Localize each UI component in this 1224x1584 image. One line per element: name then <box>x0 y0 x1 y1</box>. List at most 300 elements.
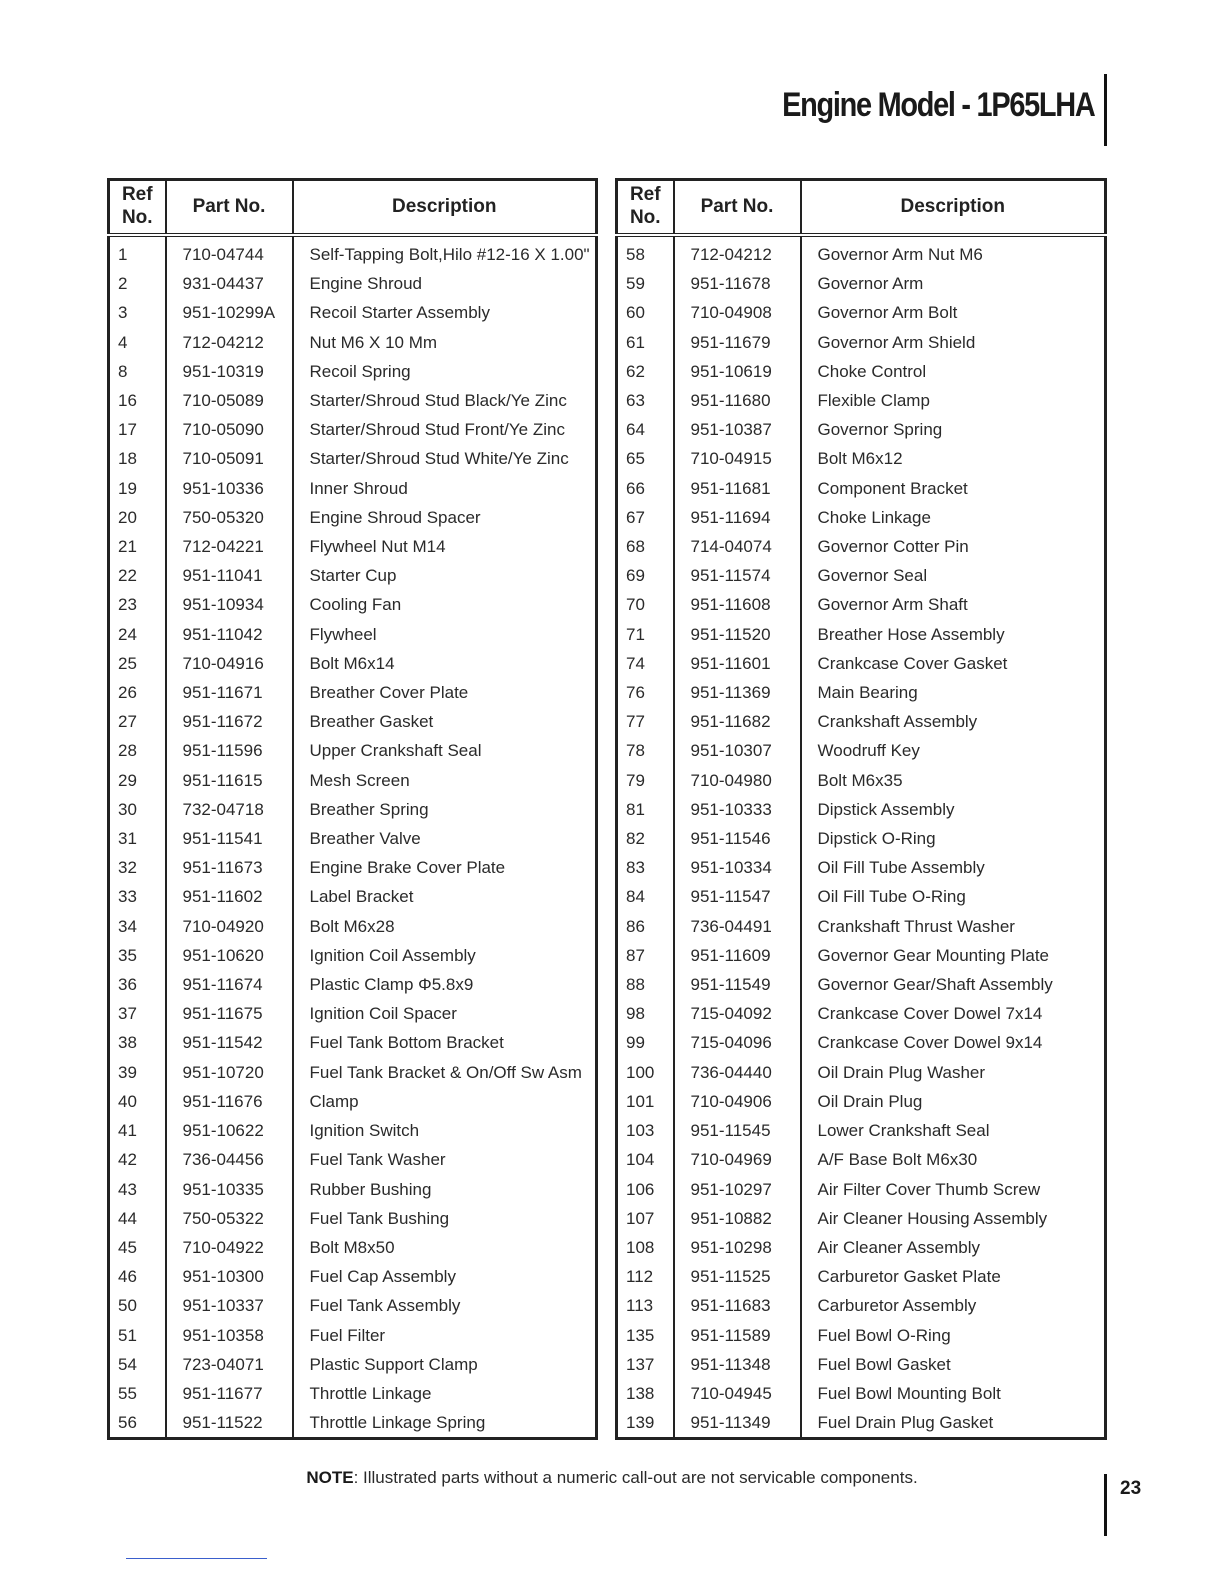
part-no-cell: 951-10934 <box>166 590 293 619</box>
part-no-cell: 951-11671 <box>166 678 293 707</box>
part-no-cell: 951-10334 <box>674 853 801 882</box>
description-cell: Starter/Shroud Stud White/Ye Zinc <box>309 449 569 469</box>
table-row <box>617 1175 1106 1204</box>
table-row <box>617 235 1106 269</box>
part-no-cell: 710-04916 <box>166 649 293 678</box>
part-no-cell: 951-11682 <box>674 707 801 736</box>
part-no-cell: 750-05320 <box>166 503 293 532</box>
table-row <box>109 707 597 736</box>
table-row <box>109 1204 597 1233</box>
ref-no-cell: 66 <box>617 474 674 503</box>
table-row <box>617 824 1106 853</box>
ref-no-cell: 39 <box>109 1058 166 1087</box>
description-cell: Carburetor Gasket Plate <box>817 1267 1001 1287</box>
part-no-cell: 951-11677 <box>166 1379 293 1408</box>
table-row <box>109 269 597 298</box>
part-no-cell: 951-11601 <box>674 649 801 678</box>
table-row <box>617 1262 1106 1291</box>
description-cell: Label Bracket <box>309 887 414 907</box>
description-cell: Breather Spring <box>309 799 429 819</box>
description-cell: Governor Gear/Shaft Assembly <box>817 975 1053 995</box>
table-row <box>109 620 597 649</box>
ref-no-cell: 1 <box>109 235 166 269</box>
table-row <box>109 795 597 824</box>
note-text: : Illustrated parts without a numeric call-out are not servicable components. <box>353 1468 918 1487</box>
header-part-no: Part No. <box>166 180 293 236</box>
description-cell: Fuel Tank Bushing <box>309 1208 450 1228</box>
part-no-cell: 951-11596 <box>166 736 293 765</box>
table-row <box>617 269 1106 298</box>
ref-no-cell: 68 <box>617 532 674 561</box>
ref-no-cell: 29 <box>109 766 166 795</box>
table-row <box>109 590 597 619</box>
table-row <box>109 1379 597 1408</box>
ref-no-cell: 83 <box>617 853 674 882</box>
part-no-cell: 715-04096 <box>674 1028 801 1057</box>
ref-no-cell: 61 <box>617 328 674 357</box>
table-row <box>617 298 1106 327</box>
description-cell: Engine Shroud <box>309 274 422 294</box>
description-cell: Engine Shroud Spacer <box>309 507 481 527</box>
description-cell: Woodruff Key <box>817 741 920 761</box>
description-cell: Flexible Clamp <box>817 391 930 411</box>
description-cell: Air Cleaner Housing Assembly <box>817 1208 1048 1228</box>
ref-no-cell: 55 <box>109 1379 166 1408</box>
description-cell: Fuel Bowl Gasket <box>817 1354 951 1374</box>
ref-no-cell: 42 <box>109 1145 166 1174</box>
description-cell: Flywheel Nut M14 <box>309 537 446 557</box>
description-cell: Fuel Tank Bracket & On/Off Sw Asm <box>309 1062 582 1082</box>
part-no-cell: 951-11602 <box>166 882 293 911</box>
part-no-cell: 951-11042 <box>166 620 293 649</box>
ref-no-cell: 60 <box>617 298 674 327</box>
description-cell: Fuel Tank Assembly <box>309 1296 461 1316</box>
ref-no-cell: 43 <box>109 1175 166 1204</box>
part-no-cell: 951-11589 <box>674 1321 801 1350</box>
ref-no-cell: 112 <box>617 1262 674 1291</box>
table-row <box>617 912 1106 941</box>
part-no-cell: 951-11679 <box>674 328 801 357</box>
ref-no-cell: 101 <box>617 1087 674 1116</box>
description-cell: Governor Arm Nut M6 <box>817 245 983 264</box>
ref-no-cell: 88 <box>617 970 674 999</box>
part-no-cell: 951-10297 <box>674 1175 801 1204</box>
part-no-cell: 750-05322 <box>166 1204 293 1233</box>
part-no-cell: 951-10298 <box>674 1233 801 1262</box>
part-no-cell: 715-04092 <box>674 999 801 1028</box>
description-cell: Carburetor Assembly <box>817 1296 977 1316</box>
description-cell: Main Bearing <box>817 683 918 703</box>
part-no-cell: 951-11545 <box>674 1116 801 1145</box>
table-row <box>109 1350 597 1379</box>
ref-no-cell: 86 <box>617 912 674 941</box>
description-cell: Oil Fill Tube O-Ring <box>817 887 966 907</box>
part-no-cell: 723-04071 <box>166 1350 293 1379</box>
table-row <box>109 882 597 911</box>
description-cell: Component Bracket <box>817 478 968 498</box>
table-row <box>617 736 1106 765</box>
table-row <box>617 1321 1106 1350</box>
ref-no-cell: 76 <box>617 678 674 707</box>
table-row <box>109 235 597 269</box>
part-no-cell: 710-04980 <box>674 766 801 795</box>
ref-no-cell: 50 <box>109 1291 166 1320</box>
description-cell: Starter/Shroud Stud Front/Ye Zinc <box>309 420 565 440</box>
ref-no-cell: 28 <box>109 736 166 765</box>
description-cell: Governor Spring <box>817 420 943 440</box>
part-no-cell: 951-11574 <box>674 561 801 590</box>
ref-no-cell: 44 <box>109 1204 166 1233</box>
part-no-cell: 951-11608 <box>674 590 801 619</box>
part-no-cell: 951-11520 <box>674 620 801 649</box>
ref-no-cell: 74 <box>617 649 674 678</box>
ref-no-cell: 113 <box>617 1291 674 1320</box>
description-cell: Governor Seal <box>817 566 928 586</box>
description-cell: Air Filter Cover Thumb Screw <box>817 1179 1041 1199</box>
ref-no-cell: 77 <box>617 707 674 736</box>
table-row <box>617 444 1106 473</box>
table-row <box>109 415 597 444</box>
ref-no-cell: 56 <box>109 1408 166 1439</box>
table-row <box>109 1028 597 1057</box>
part-no-cell: 951-11674 <box>166 970 293 999</box>
ref-no-cell: 107 <box>617 1204 674 1233</box>
ref-no-cell: 26 <box>109 678 166 707</box>
ref-no-cell: 84 <box>617 882 674 911</box>
header-description: Description <box>293 180 597 236</box>
ref-no-cell: 54 <box>109 1350 166 1379</box>
part-no-cell: 712-04212 <box>674 235 801 269</box>
description-cell: Breather Gasket <box>309 712 434 732</box>
description-cell: Breather Cover Plate <box>309 683 469 703</box>
ref-no-cell: 21 <box>109 532 166 561</box>
description-cell: Fuel Tank Washer <box>309 1150 446 1170</box>
description-cell: Recoil Spring <box>309 361 411 381</box>
table-row <box>617 795 1106 824</box>
ref-no-cell: 23 <box>109 590 166 619</box>
part-no-cell: 736-04456 <box>166 1145 293 1174</box>
table-row <box>109 1175 597 1204</box>
ref-no-cell: 81 <box>617 795 674 824</box>
part-no-cell: 951-10622 <box>166 1116 293 1145</box>
part-no-cell: 951-10619 <box>674 357 801 386</box>
ref-no-cell: 51 <box>109 1321 166 1350</box>
table-row <box>617 941 1106 970</box>
table-row <box>109 474 597 503</box>
ref-no-cell: 40 <box>109 1087 166 1116</box>
ref-no-cell: 67 <box>617 503 674 532</box>
description-cell: Governor Arm Shaft <box>817 595 968 615</box>
ref-no-cell: 78 <box>617 736 674 765</box>
parts-table-right <box>615 178 1107 1440</box>
description-cell: Fuel Filter <box>309 1325 386 1345</box>
part-no-cell: 951-11542 <box>166 1028 293 1057</box>
ref-no-cell: 62 <box>617 357 674 386</box>
ref-no-cell: 24 <box>109 620 166 649</box>
ref-no-cell: 106 <box>617 1175 674 1204</box>
part-no-cell: 931-04437 <box>166 269 293 298</box>
ref-no-cell: 16 <box>109 386 166 415</box>
part-no-cell: 710-04908 <box>674 298 801 327</box>
description-cell: Governor Arm Shield <box>817 332 976 352</box>
description-cell: Flywheel <box>309 624 377 644</box>
table-row <box>617 415 1106 444</box>
description-cell: Bolt M6x12 <box>817 449 903 469</box>
part-no-cell: 951-11673 <box>166 853 293 882</box>
part-no-cell: 710-04915 <box>674 444 801 473</box>
description-cell: Governor Gear Mounting Plate <box>817 945 1050 965</box>
page-number: 23 <box>1120 1478 1142 1499</box>
part-no-cell: 951-10337 <box>166 1291 293 1320</box>
description-cell: Starter/Shroud Stud Black/Ye Zinc <box>309 391 567 411</box>
ref-no-cell: 139 <box>617 1408 674 1439</box>
description-cell: Crankcase Cover Gasket <box>817 653 1008 673</box>
table-row <box>109 1262 597 1291</box>
description-cell: Plastic Clamp Φ5.8x9 <box>309 975 474 995</box>
ref-no-cell: 22 <box>109 561 166 590</box>
part-no-cell: 951-11525 <box>674 1262 801 1291</box>
ref-no-cell: 32 <box>109 853 166 882</box>
description-cell: Fuel Bowl Mounting Bolt <box>817 1383 1001 1403</box>
part-no-cell: 951-11348 <box>674 1350 801 1379</box>
part-no-cell: 951-11522 <box>166 1408 293 1439</box>
part-no-cell: 710-04945 <box>674 1379 801 1408</box>
table-row <box>109 1408 597 1439</box>
ref-no-cell: 82 <box>617 824 674 853</box>
table-row <box>617 1233 1106 1262</box>
table-row <box>617 532 1106 561</box>
table-row <box>617 357 1106 386</box>
ref-no-cell: 137 <box>617 1350 674 1379</box>
part-no-cell: 951-11541 <box>166 824 293 853</box>
description-cell: Bolt M8x50 <box>309 1237 395 1257</box>
part-no-cell: 951-10620 <box>166 941 293 970</box>
table-row <box>109 328 597 357</box>
description-cell: Bolt M6x35 <box>817 770 903 790</box>
table-row <box>109 912 597 941</box>
parts-table-left-body <box>109 235 597 1439</box>
description-cell: Plastic Support Clamp <box>309 1354 478 1374</box>
header-ref-no: Ref No. <box>617 180 674 236</box>
table-row <box>617 328 1106 357</box>
table-row <box>109 1321 597 1350</box>
description-cell: Starter Cup <box>309 566 397 586</box>
table-row <box>109 678 597 707</box>
ref-no-cell: 138 <box>617 1379 674 1408</box>
table-row <box>617 1291 1106 1320</box>
part-no-cell: 951-10720 <box>166 1058 293 1087</box>
description-cell: Recoil Starter Assembly <box>309 303 490 323</box>
part-no-cell: 710-05090 <box>166 415 293 444</box>
ref-no-cell: 63 <box>617 386 674 415</box>
description-cell: Ignition Coil Assembly <box>309 945 476 965</box>
description-cell: Crankcase Cover Dowel 9x14 <box>817 1033 1043 1053</box>
description-cell: Dipstick O-Ring <box>817 829 936 849</box>
part-no-cell: 951-10335 <box>166 1175 293 1204</box>
table-row <box>617 1379 1106 1408</box>
part-no-cell: 736-04491 <box>674 912 801 941</box>
part-no-cell: 710-04922 <box>166 1233 293 1262</box>
ref-no-cell: 20 <box>109 503 166 532</box>
header-ref-no: Ref No. <box>109 180 166 236</box>
ref-no-cell: 71 <box>617 620 674 649</box>
part-no-cell: 736-04440 <box>674 1058 801 1087</box>
description-cell: Oil Drain Plug Washer <box>817 1062 986 1082</box>
ref-no-cell: 3 <box>109 298 166 327</box>
table-row <box>109 853 597 882</box>
description-cell: Governor Arm <box>817 274 924 294</box>
table-row <box>109 970 597 999</box>
ref-no-cell: 46 <box>109 1262 166 1291</box>
ref-no-cell: 79 <box>617 766 674 795</box>
table-row <box>617 853 1106 882</box>
part-no-cell: 951-11369 <box>674 678 801 707</box>
table-row <box>617 503 1106 532</box>
ref-no-cell: 108 <box>617 1233 674 1262</box>
ref-no-cell: 30 <box>109 795 166 824</box>
note-label: NOTE <box>306 1468 354 1487</box>
description-cell: Throttle Linkage <box>309 1383 432 1403</box>
table-row <box>617 1028 1106 1057</box>
part-no-cell: 951-10299A <box>166 298 293 327</box>
part-no-cell: 951-11676 <box>166 1087 293 1116</box>
part-no-cell: 951-10319 <box>166 357 293 386</box>
page-title: Engine Model - 1P65LHA <box>781 86 1094 124</box>
ref-no-cell: 25 <box>109 649 166 678</box>
table-row <box>617 1350 1106 1379</box>
part-no-cell: 951-10307 <box>674 736 801 765</box>
footnote <box>0 1468 1224 1488</box>
page-number-divider <box>1104 1474 1107 1536</box>
part-no-cell: 710-04906 <box>674 1087 801 1116</box>
table-row <box>617 1087 1106 1116</box>
description-cell: Engine Brake Cover Plate <box>309 858 506 878</box>
ref-no-cell: 58 <box>617 235 674 269</box>
description-cell: Bolt M6x14 <box>309 653 395 673</box>
part-no-cell: 951-11694 <box>674 503 801 532</box>
part-no-cell: 951-10358 <box>166 1321 293 1350</box>
description-cell: Fuel Bowl O-Ring <box>817 1325 951 1345</box>
table-row <box>109 386 597 415</box>
description-cell: Inner Shroud <box>309 478 408 498</box>
table-row <box>109 941 597 970</box>
part-no-cell: 951-11546 <box>674 824 801 853</box>
description-cell: Fuel Tank Bottom Bracket <box>309 1033 504 1053</box>
description-cell: Fuel Cap Assembly <box>309 1267 456 1287</box>
ref-no-cell: 70 <box>617 590 674 619</box>
ref-no-cell: 45 <box>109 1233 166 1262</box>
table-row <box>617 386 1106 415</box>
ref-no-cell: 65 <box>617 444 674 473</box>
part-no-cell: 951-11549 <box>674 970 801 999</box>
ref-no-cell: 2 <box>109 269 166 298</box>
part-no-cell: 951-11609 <box>674 941 801 970</box>
ref-no-cell: 35 <box>109 941 166 970</box>
part-no-cell: 712-04212 <box>166 328 293 357</box>
table-row <box>109 766 597 795</box>
table-row <box>617 1204 1106 1233</box>
ref-no-cell: 64 <box>617 415 674 444</box>
ref-no-cell: 38 <box>109 1028 166 1057</box>
ref-no-cell: 8 <box>109 357 166 386</box>
description-cell: Choke Control <box>817 361 927 381</box>
ref-no-cell: 104 <box>617 1145 674 1174</box>
part-no-cell: 951-11615 <box>166 766 293 795</box>
title-divider <box>1104 74 1107 146</box>
description-cell: Governor Cotter Pin <box>817 537 969 557</box>
ref-no-cell: 37 <box>109 999 166 1028</box>
table-row <box>617 999 1106 1028</box>
part-no-cell: 951-11547 <box>674 882 801 911</box>
ref-no-cell: 17 <box>109 415 166 444</box>
table-row <box>109 1145 597 1174</box>
part-no-cell: 710-04920 <box>166 912 293 941</box>
table-row <box>109 357 597 386</box>
ref-no-cell: 103 <box>617 1116 674 1145</box>
description-cell: Self-Tapping Bolt,Hilo #12-16 X 1.00" <box>309 245 590 264</box>
table-row <box>109 1116 597 1145</box>
ref-no-cell: 69 <box>617 561 674 590</box>
description-cell: Crankshaft Assembly <box>817 712 978 732</box>
table-row <box>617 1408 1106 1439</box>
part-no-cell: 951-11680 <box>674 386 801 415</box>
parts-table-left <box>107 178 598 1440</box>
table-row <box>109 1291 597 1320</box>
table-row <box>109 824 597 853</box>
table-row <box>109 561 597 590</box>
ref-no-cell: 4 <box>109 328 166 357</box>
part-no-cell: 710-05091 <box>166 444 293 473</box>
table-row <box>109 532 597 561</box>
ref-no-cell: 98 <box>617 999 674 1028</box>
part-no-cell: 951-11349 <box>674 1408 801 1439</box>
part-no-cell: 951-11683 <box>674 1291 801 1320</box>
description-cell: Ignition Coil Spacer <box>309 1004 457 1024</box>
part-no-cell: 951-11681 <box>674 474 801 503</box>
description-cell: Nut M6 X 10 Mm <box>309 332 438 352</box>
table-row <box>617 561 1106 590</box>
part-no-cell: 714-04074 <box>674 532 801 561</box>
description-cell: Breather Hose Assembly <box>817 624 1005 644</box>
part-no-cell: 710-05089 <box>166 386 293 415</box>
table-row <box>109 1087 597 1116</box>
table-row <box>617 882 1106 911</box>
table-row <box>617 678 1106 707</box>
part-no-cell: 951-10333 <box>674 795 801 824</box>
description-cell: Governor Arm Bolt <box>817 303 958 323</box>
description-cell: Breather Valve <box>309 829 421 849</box>
description-cell: Mesh Screen <box>309 770 410 790</box>
part-no-cell: 951-10336 <box>166 474 293 503</box>
part-no-cell: 951-11678 <box>674 269 801 298</box>
ref-no-cell: 59 <box>617 269 674 298</box>
part-no-cell: 951-11041 <box>166 561 293 590</box>
table-row <box>617 1058 1106 1087</box>
table-row <box>617 707 1106 736</box>
description-cell: Crankshaft Thrust Washer <box>817 916 1015 936</box>
part-no-cell: 710-04744 <box>166 235 293 269</box>
description-cell: Cooling Fan <box>309 595 402 615</box>
part-no-cell: 712-04221 <box>166 532 293 561</box>
part-no-cell: 951-11672 <box>166 707 293 736</box>
part-no-cell: 951-11675 <box>166 999 293 1028</box>
table-row <box>617 590 1106 619</box>
table-row <box>109 736 597 765</box>
table-row <box>109 649 597 678</box>
parts-table-right-body <box>617 235 1106 1439</box>
table-row <box>109 298 597 327</box>
table-row <box>109 1233 597 1262</box>
